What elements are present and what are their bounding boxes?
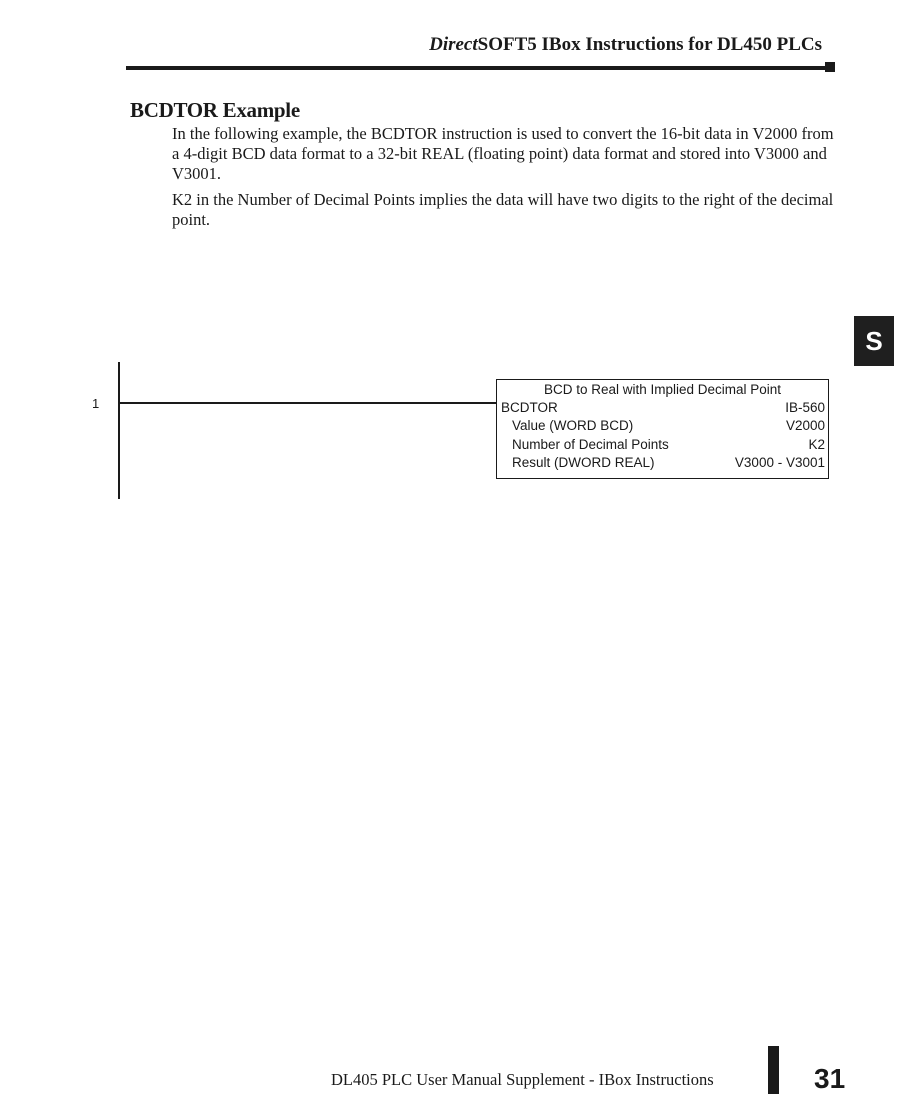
body-paragraph: In the following example, the BCDTOR instruction is used to convert the 16-bit data in V2000 from a 4-digit BCD data format to a 32-bit REAL (floating point) data format and stored into V3000 and V3001. [172,124,834,183]
running-header [429,34,822,56]
left-power-rail [118,362,120,499]
ibox-param-value: V2000 [785,418,825,434]
ibox-param-row [497,436,828,454]
ibox-param-value: K2 [808,436,825,452]
footer-text: DL405 PLC User Manual Supplement - IBox Instructions [331,1070,714,1089]
page-number: 31 [814,1063,846,1094]
ibox-mnemonic-row [497,399,828,417]
ibox-instruction [496,379,829,479]
ibox-param-row [497,417,828,435]
section-title: BCDTOR Example [130,98,300,122]
rung-wire [119,402,497,404]
chapter-tab-label: S [865,325,883,356]
ibox-title: BCD to Real with Implied Decimal Point [543,382,782,397]
rung-number: 1 [92,396,100,411]
header-rule [126,66,828,70]
header-brand: Direct [429,34,478,55]
ibox-param-value: V3000 - V3001 [734,454,825,470]
ibox-number: IB-560 [785,400,825,416]
ibox-param-label: Number of Decimal Points [512,436,669,452]
ibox-mnemonic: BCDTOR [501,400,558,416]
ibox-param-label: Result (DWORD REAL) [512,454,655,470]
chapter-tab [854,316,894,366]
header-rule-end-marker [825,62,835,72]
header-title-text: SOFT5 IBox Instructions for DL450 PLCs [477,34,822,55]
footer-bar [768,1046,779,1094]
ibox-param-label: Value (WORD BCD) [512,418,634,434]
ibox-param-row [497,454,828,472]
body-paragraph: K2 in the Number of Decimal Points implies the data will have two digits to the right of the decimal point. [172,190,834,229]
